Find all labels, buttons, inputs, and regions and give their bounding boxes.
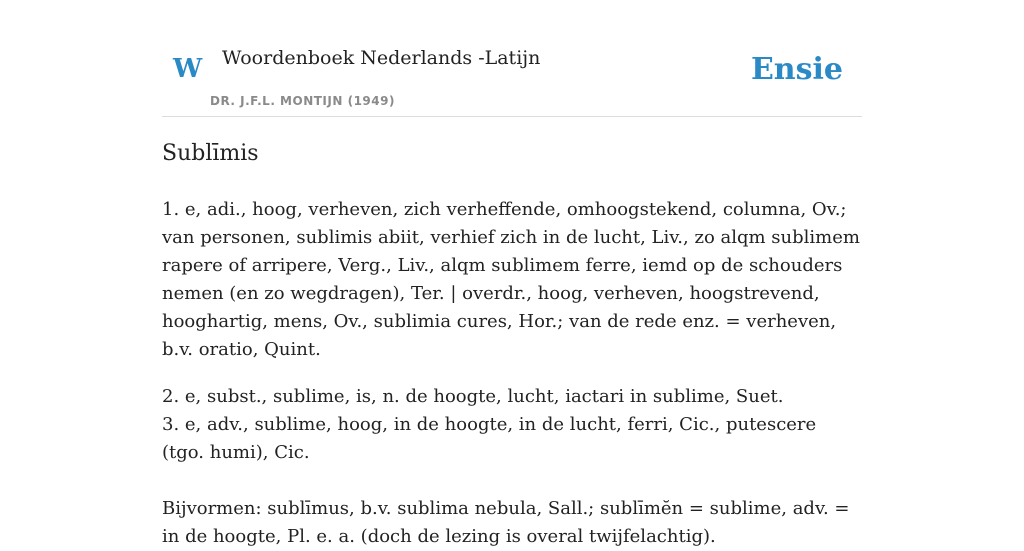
definition-1: 1. e, adi., hoog, verheven, zich verheffende, omhoogstekend, columna, Ov.; van personen, sublimis abiit, verhief zich in de lucht, Liv., zo alqm sublimem rapere of arripere, Verg., Liv., alqm sublimem ferre, iemd op de schouders nemen (en zo wegdragen), Ter. | overdr., hoog, verheven, hoogstrevend, hooghartig, mens, Ov., sublimia cures, Hor.; van de rede enz. = verheven, b.v. oratio, Quint. [162,199,860,360]
dictionary-header [162,0,862,117]
dictionary-logo[interactable]: W [173,54,203,84]
dictionary-author: DR. J.F.L. MONTIJN (1949) [210,94,395,108]
entry-content [162,138,862,551]
variant-forms: Bijvormen: sublīmus, b.v. sublima nebula, Sall.; sublīmĕn = sublime, adv. = in de hoogte, Pl. e. a. (doch de lezing is overal twijfelachtig). [162,498,850,547]
entry-headword: Sublīmis [162,141,259,166]
definition-3: 3. e, adv., sublime, hoog, in de hoogte, in de lucht, ferri, Cic., putescere (tgo. humi), Cic. [162,414,817,463]
definition-2: 2. e, subst., sublime, is, n. de hoogte, lucht, iactari in sublime, Suet. [162,386,784,407]
brand-logo[interactable]: Ensie [750,52,843,87]
dictionary-title[interactable]: Woordenboek Nederlands -Latijn [222,47,541,69]
